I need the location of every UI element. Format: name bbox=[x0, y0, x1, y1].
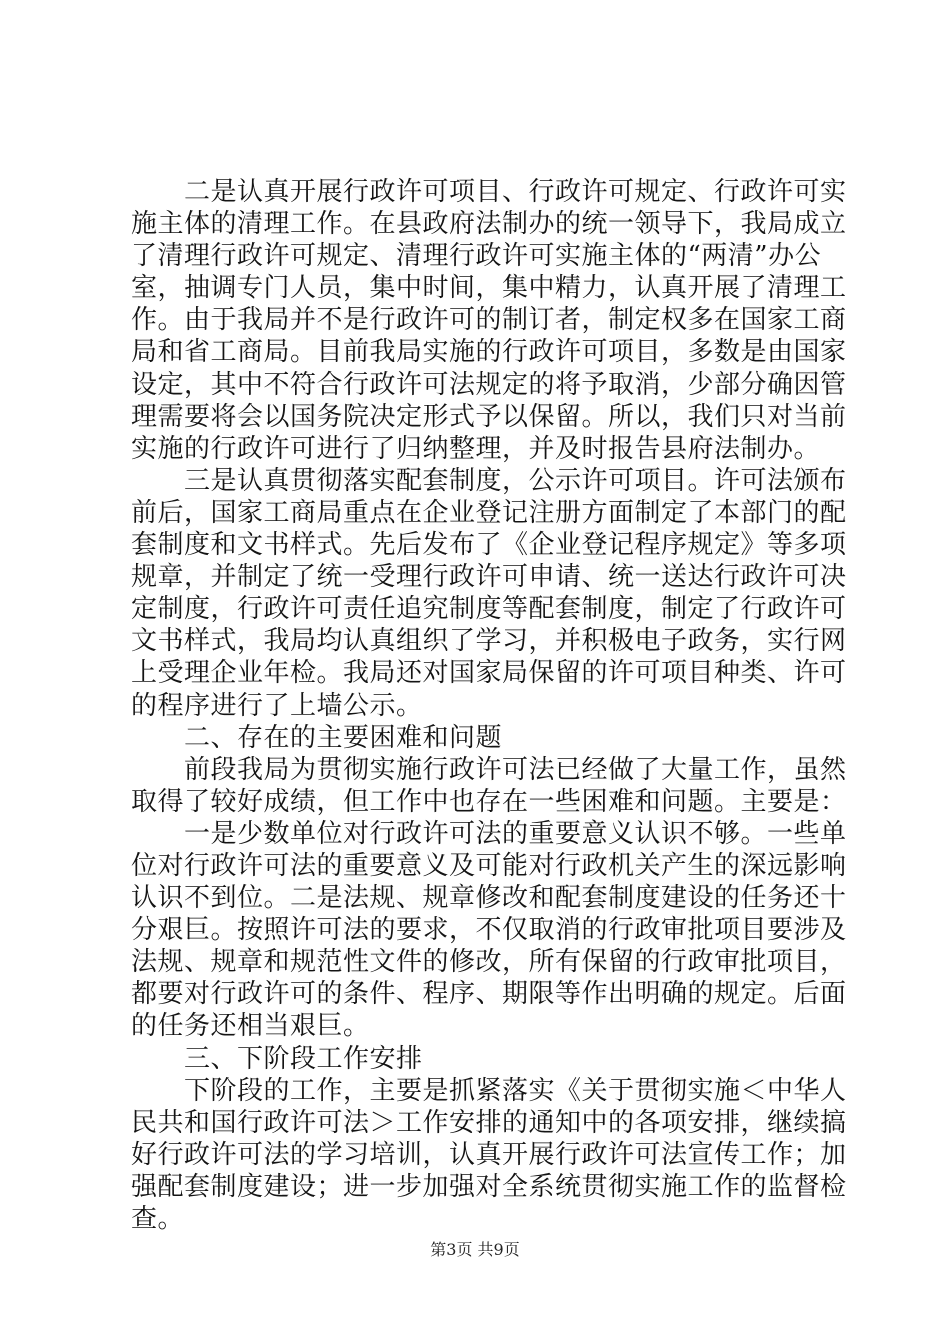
text-line: 的任务还相当艰巨。 bbox=[131, 1011, 370, 1042]
text-line: 实施的行政许可进行了归纳整理，并及时报告县府法制办。 bbox=[131, 433, 821, 464]
text-line: 查。 bbox=[131, 1204, 185, 1234]
text-line: 三是认真贯彻落实配套制度，公示许可项目。许可法颁布 bbox=[131, 465, 847, 496]
text-line: 了清理行政许可规定、清理行政许可实施主体的“两清”办公 bbox=[131, 241, 822, 272]
text-line: 好行政许可法的学习培训，认真开展行政许可法宣传工作；加 bbox=[131, 1139, 847, 1170]
text-line: 法规、规章和规范性文件的修改，所有保留的行政审批项目， bbox=[131, 947, 847, 978]
text-line: 取得了较好成绩，但工作中也存在一些困难和问题。主要是： bbox=[131, 786, 847, 817]
text-line: 理需要将会以国务院决定形式予以保留。所以，我们只对当前 bbox=[131, 401, 847, 432]
text-line: 二是认真开展行政许可项目、行政许可规定、行政许可实 bbox=[131, 177, 847, 207]
text-line: 的程序进行了上墙公示。 bbox=[131, 690, 423, 721]
text-line: 规章，并制定了统一受理行政许可申请、统一送达行政许可决 bbox=[131, 562, 847, 593]
text-line: 强配套制度建设；进一步加强对全系统贯彻实施工作的监督检 bbox=[131, 1171, 847, 1202]
text-line: 认识不到位。二是法规、规章修改和配套制度建设的任务还十 bbox=[131, 883, 847, 914]
text-line: 二、存在的主要困难和问题 bbox=[131, 722, 503, 753]
text-line: 上受理企业年检。我局还对国家局保留的许可项目种类、许可 bbox=[131, 658, 847, 689]
text-line: 前段我局为贯彻实施行政许可法已经做了大量工作，虽然 bbox=[131, 754, 847, 785]
text-line: 一是少数单位对行政许可法的重要意义认识不够。一些单 bbox=[131, 818, 847, 849]
text-line: 民共和国行政许可法＞工作安排的通知中的各项安排，继续搞 bbox=[131, 1107, 847, 1138]
text-line: 施主体的清理工作。在县政府法制办的统一领导下，我局成立 bbox=[131, 209, 847, 240]
text-line: 前后，国家工商局重点在企业登记注册方面制定了本部门的配 bbox=[131, 497, 847, 528]
text-line: 定制度，行政许可责任追究制度等配套制度，制定了行政许可 bbox=[131, 594, 847, 625]
text-line: 文书样式，我局均认真组织了学习，并积极电子政务，实行网 bbox=[131, 626, 847, 657]
text-line: 套制度和文书样式。先后发布了《企业登记程序规定》等多项 bbox=[131, 530, 847, 561]
page-footer: 第3页 共9页 bbox=[430, 1240, 520, 1259]
text-line: 都要对行政许可的条件、程序、期限等作出明确的规定。后面 bbox=[131, 979, 847, 1010]
text-line: 设定，其中不符合行政许可法规定的将予取消，少部分确因管 bbox=[131, 369, 847, 400]
text-line: 分艰巨。按照许可法的要求，不仅取消的行政审批项目要涉及 bbox=[131, 915, 847, 946]
text-line: 室，抽调专门人员，集中时间，集中精力，认真开展了清理工 bbox=[131, 273, 847, 304]
text-line: 三、下阶段工作安排 bbox=[131, 1043, 423, 1074]
text-line: 下阶段的工作，主要是抓紧落实《关于贯彻实施＜中华人 bbox=[131, 1075, 847, 1106]
document-body bbox=[131, 176, 847, 1235]
text-line: 作。由于我局并不是行政许可的制订者，制定权多在国家工商 bbox=[131, 305, 847, 336]
text-line: 位对行政许可法的重要意义及可能对行政机关产生的深远影响 bbox=[131, 850, 847, 881]
text-line: 局和省工商局。目前我局实施的行政许可项目，多数是由国家 bbox=[131, 337, 847, 368]
